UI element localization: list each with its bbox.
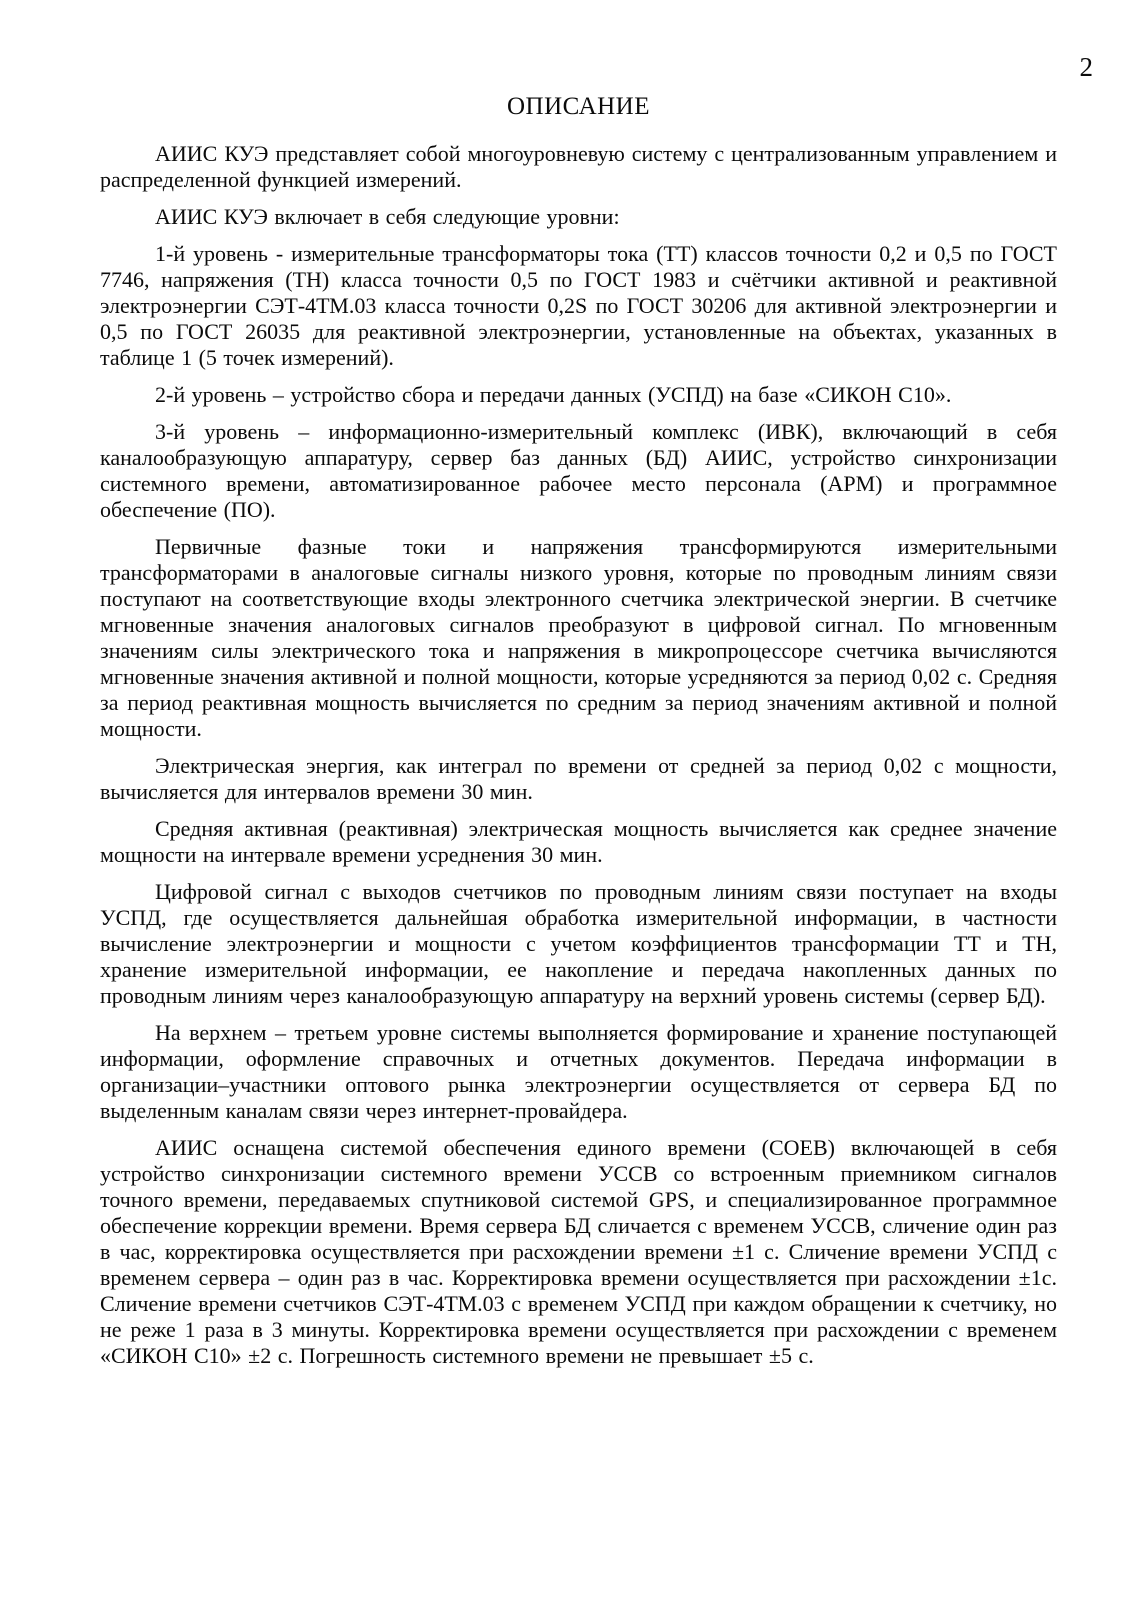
- paragraph: АИИС КУЭ представляет собой многоуровневую систему с централизованным управлением и распределенной функцией измерений.: [100, 141, 1057, 192]
- paragraph: 1-й уровень - измерительные трансформаторы тока (ТТ) классов точности 0,2 и 0,5 по ГОСТ 7746, напряжения (ТН) класса точности 0,5 по ГОСТ 1983 и счётчики активной и реактивной электроэнергии СЭТ-4ТМ.03 класса точности 0,2S по ГОСТ 30206 для активной электроэнергии и 0,5 по ГОСТ 26035 для реактивной электроэнергии, установленные на объектах, указанных в таблице 1 (5 точек измерений).: [100, 241, 1057, 370]
- document-body: [100, 141, 1057, 1369]
- paragraph: АИИС оснащена системой обеспечения единого времени (СОЕВ) включающей в себя устройство синхронизации системного времени УССВ со встроенным приемником сигналов точного времени, передаваемых спутниковой системой GPS, и специализированное программное обеспечение коррекции времени. Время сервера БД сличается с временем УССВ, сличение один раз в час, корректировка осуществляется при расхождении времени ±1 с. Сличение времени УСПД с временем сервера – один раз в час. Корректировка времени осуществляется при расхождении ±1с. Сличение времени счетчиков СЭТ-4ТМ.03 с временем УСПД при каждом обращении к счетчику, но не реже 1 раза в 3 минуты. Корректировка времени осуществляется при расхождении с временем «СИКОН С10» ±2 с. Погрешность системного времени не превышает ±5 с.: [100, 1135, 1057, 1368]
- page-number: 2: [1079, 52, 1093, 82]
- paragraph: 3-й уровень – информационно-измерительный комплекс (ИВК), включающий в себя каналообразующую аппаратуру, сервер баз данных (БД) АИИС, устройство синхронизации системного времени, автоматизированное рабочее место персонала (АРМ) и программное обеспечение (ПО).: [100, 419, 1057, 522]
- paragraph: На верхнем – третьем уровне системы выполняется формирование и хранение поступающей информации, оформление справочных и отчетных документов. Передача информации в организации–участники оптового рынка электроэнергии осуществляется от сервера БД по выделенным каналам связи через интернет-провайдера.: [100, 1020, 1057, 1123]
- paragraph: Цифровой сигнал с выходов счетчиков по проводным линиям связи поступает на входы УСПД, где осуществляется дальнейшая обработка измерительной информации, в частности вычисление электроэнергии и мощности с учетом коэффициентов трансформации ТТ и ТН, хранение измерительной информации, ее накопление и передача накопленных данных по проводным линиям через каналообразующую аппаратуру на верхний уровень системы (сервер БД).: [100, 879, 1057, 1008]
- paragraph: 2-й уровень – устройство сбора и передачи данных (УСПД) на базе «СИКОН С10».: [155, 382, 952, 407]
- paragraph: Электрическая энергия, как интеграл по времени от средней за период 0,02 с мощности, вычисляется для интервалов времени 30 мин.: [100, 753, 1057, 804]
- document-title: ОПИСАНИЕ: [506, 93, 651, 120]
- paragraph: Средняя активная (реактивная) электрическая мощность вычисляется как среднее значение мощности на интервале времени усреднения 30 мин.: [100, 816, 1057, 867]
- paragraph: Первичные фазные токи и напряжения трансформируются измерительными трансформаторами в аналоговые сигналы низкого уровня, которые по проводным линиям связи поступают на соответствующие входы электронного счетчика электрической энергии. В счетчике мгновенные значения аналоговых сигналов преобразуют в цифровой сигнал. По мгновенным значениям силы электрического тока и напряжения в микропроцессоре счетчика вычисляются мгновенные значения активной и полной мощности, которые усредняются за период 0,02 с. Средняя за период реактивная мощность вычисляется по средним за период значениям активной и полной мощности.: [100, 534, 1057, 741]
- paragraph: АИИС КУЭ включает в себя следующие уровни:: [155, 204, 620, 229]
